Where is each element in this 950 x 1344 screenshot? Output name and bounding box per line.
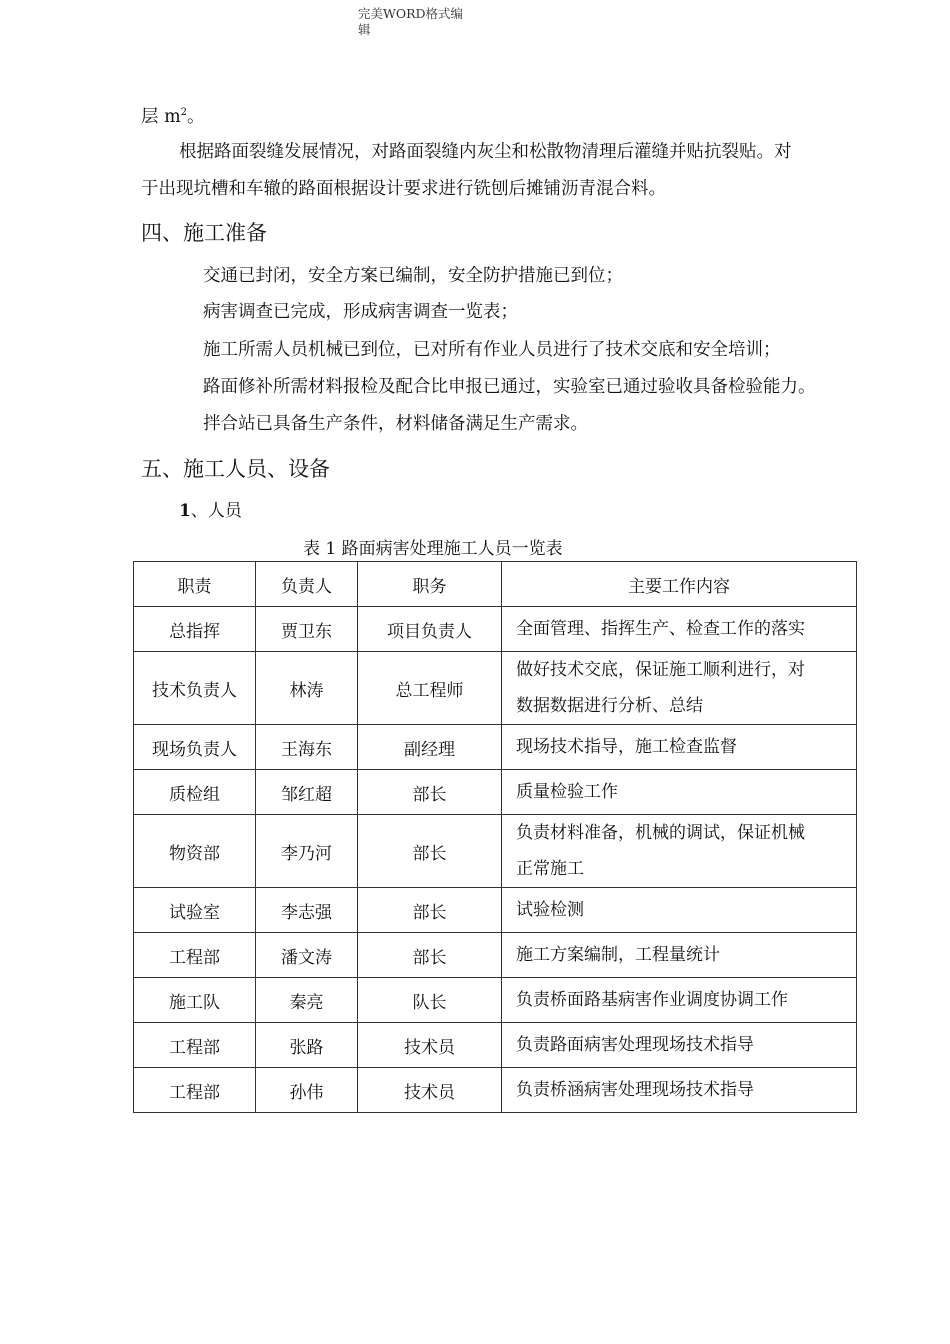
cell-title: 部长 <box>358 888 502 933</box>
cell-work <box>502 607 857 652</box>
cell-role: 总指挥 <box>134 607 256 652</box>
work-line: 试验检测 <box>516 900 584 920</box>
cell-role: 试验室 <box>134 888 256 933</box>
header-cell-work: 主要工作内容 <box>502 562 857 607</box>
intro-paragraph-line-2: 于出现坑槽和车辙的路面根据设计要求进行铣刨后摊铺沥青混合料。 <box>141 179 666 199</box>
cell-work <box>502 888 857 933</box>
cell-person: 李乃河 <box>256 815 358 888</box>
table-row <box>134 978 857 1023</box>
personnel-subheading <box>179 499 242 523</box>
unit-prefix: 层 m <box>141 107 181 127</box>
cell-person: 王海东 <box>256 725 358 770</box>
cell-title: 技术员 <box>358 1068 502 1113</box>
work-line: 负责路面病害处理现场技术指导 <box>516 1035 754 1055</box>
table-row <box>134 652 857 725</box>
cell-role: 工程部 <box>134 1023 256 1068</box>
cell-role: 现场负责人 <box>134 725 256 770</box>
table-row <box>134 933 857 978</box>
cell-title: 技术员 <box>358 1023 502 1068</box>
prep-item: 病害调查已完成，形成病害调查一览表； <box>203 302 518 322</box>
work-line: 质量检验工作 <box>516 782 618 802</box>
cell-work <box>502 725 857 770</box>
work-line: 正常施工 <box>516 859 584 879</box>
work-line: 做好技术交底，保证施工顺利进行，对 <box>516 660 805 680</box>
table-row <box>134 607 857 652</box>
table-caption: 表 1 路面病害处理施工人员一览表 <box>303 539 563 559</box>
section-4-heading: 四、施工准备 <box>141 221 267 245</box>
work-line: 数据数据进行分析、总结 <box>516 696 703 716</box>
prep-item: 拌合站已具备生产条件，材料储备满足生产需求。 <box>203 414 588 434</box>
cell-work <box>502 652 857 725</box>
page-header <box>358 6 488 38</box>
cell-role: 工程部 <box>134 933 256 978</box>
cell-role: 技术负责人 <box>134 652 256 725</box>
work-line: 全面管理、指挥生产、检查工作的落实 <box>516 619 805 639</box>
header-cell-role: 职责 <box>134 562 256 607</box>
header-line-1: 完美WORD格式编 <box>358 6 464 21</box>
cell-person: 邹红超 <box>256 770 358 815</box>
work-line: 负责桥面路基病害作业调度协调工作 <box>516 990 788 1010</box>
cell-work <box>502 770 857 815</box>
cell-person: 潘文涛 <box>256 933 358 978</box>
cell-role: 施工队 <box>134 978 256 1023</box>
cell-person: 张路 <box>256 1023 358 1068</box>
cell-title: 队长 <box>358 978 502 1023</box>
cell-title: 部长 <box>358 933 502 978</box>
cell-work <box>502 1068 857 1113</box>
unit-suffix: 。 <box>187 107 205 127</box>
work-line: 负责材料准备，机械的调试，保证机械 <box>516 823 805 843</box>
intro-paragraph-line-1: 根据路面裂缝发展情况，对路面裂缝内灰尘和松散物清理后灌缝并贴抗裂贴。对 <box>179 142 792 162</box>
work-line: 施工方案编制，工程量统计 <box>516 945 720 965</box>
cell-title: 副经理 <box>358 725 502 770</box>
cell-work <box>502 815 857 888</box>
cell-person: 孙伟 <box>256 1068 358 1113</box>
cell-work <box>502 1023 857 1068</box>
table-row <box>134 815 857 888</box>
cell-person: 秦亮 <box>256 978 358 1023</box>
table-row <box>134 1068 857 1113</box>
cell-person: 林涛 <box>256 652 358 725</box>
work-line: 负责桥涵病害处理现场技术指导 <box>516 1080 754 1100</box>
cell-person: 贾卫东 <box>256 607 358 652</box>
header-line-2: 辑 <box>358 22 371 37</box>
section-5-heading: 五、施工人员、设备 <box>141 457 330 481</box>
cell-role: 物资部 <box>134 815 256 888</box>
personnel-table <box>133 561 857 1113</box>
subheading-text: 、人员 <box>190 501 242 521</box>
unit-line <box>141 105 205 129</box>
cell-role: 工程部 <box>134 1068 256 1113</box>
unit-superscript: 2 <box>180 107 188 119</box>
header-cell-person: 负责人 <box>256 562 358 607</box>
cell-work <box>502 933 857 978</box>
table-row <box>134 770 857 815</box>
prep-item: 施工所需人员机械已到位，已对所有作业人员进行了技术交底和安全培训； <box>203 340 781 360</box>
cell-work <box>502 978 857 1023</box>
table-row <box>134 1023 857 1068</box>
cell-title: 部长 <box>358 815 502 888</box>
subheading-number: 1 <box>179 501 191 521</box>
prep-item: 交通已封闭，安全方案已编制，安全防护措施已到位； <box>203 266 623 286</box>
table-header-row <box>134 562 857 607</box>
header-cell-title: 职务 <box>358 562 502 607</box>
cell-title: 项目负责人 <box>358 607 502 652</box>
work-line: 现场技术指导，施工检查监督 <box>516 737 737 757</box>
table-row <box>134 888 857 933</box>
table-row <box>134 725 857 770</box>
cell-person: 李志强 <box>256 888 358 933</box>
prep-item: 路面修补所需材料报检及配合比申报已通过，实验室已通过验收具备检验能力。 <box>203 377 816 397</box>
cell-role: 质检组 <box>134 770 256 815</box>
cell-title: 部长 <box>358 770 502 815</box>
cell-title: 总工程师 <box>358 652 502 725</box>
